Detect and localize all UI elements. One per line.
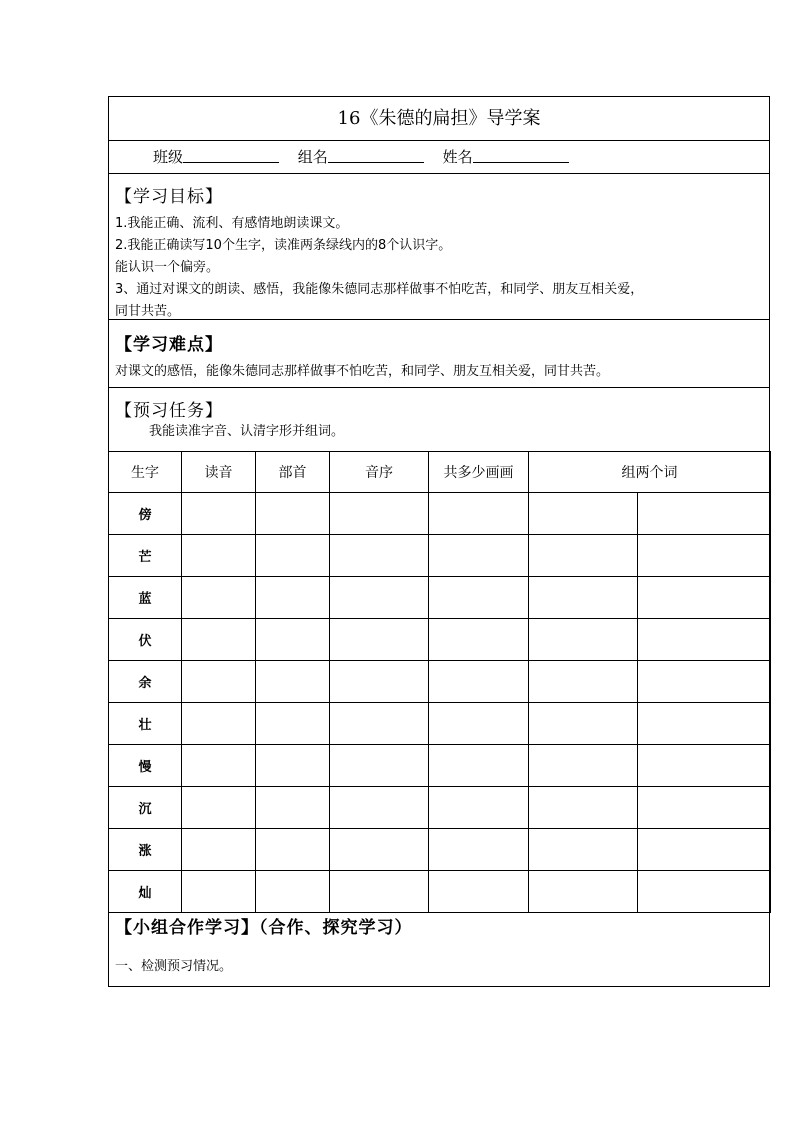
table-row bbox=[109, 745, 771, 787]
character-cell: 沉 bbox=[109, 787, 182, 829]
answer-cell[interactable] bbox=[182, 787, 256, 829]
answer-cell[interactable] bbox=[330, 535, 429, 577]
table-row bbox=[109, 661, 771, 703]
answer-cell[interactable] bbox=[529, 619, 638, 661]
answer-cell[interactable] bbox=[429, 619, 529, 661]
answer-cell[interactable] bbox=[638, 745, 771, 787]
header-cell: 共多少画画 bbox=[429, 452, 529, 493]
answer-cell[interactable] bbox=[330, 787, 429, 829]
answer-cell[interactable] bbox=[638, 619, 771, 661]
answer-cell[interactable] bbox=[429, 829, 529, 871]
student-info-row bbox=[109, 141, 769, 174]
answer-cell[interactable] bbox=[529, 787, 638, 829]
character-table bbox=[108, 451, 771, 913]
answer-cell[interactable] bbox=[256, 577, 330, 619]
table-row bbox=[109, 787, 771, 829]
goal-line: 1.我能正确、流利、有感情地朗读课文。 bbox=[115, 216, 349, 231]
character-cell: 涨 bbox=[109, 829, 182, 871]
answer-cell[interactable] bbox=[638, 577, 771, 619]
character-cell: 伏 bbox=[109, 619, 182, 661]
answer-cell[interactable] bbox=[638, 787, 771, 829]
answer-cell[interactable] bbox=[638, 829, 771, 871]
name-label: 姓名 bbox=[442, 148, 473, 166]
answer-cell[interactable] bbox=[638, 535, 771, 577]
answer-cell[interactable] bbox=[529, 745, 638, 787]
goal-line: 2.我能正确读写10个生字，读准两条绿线内的8个认识字。 bbox=[115, 238, 452, 253]
answer-cell[interactable] bbox=[529, 577, 638, 619]
answer-cell[interactable] bbox=[330, 829, 429, 871]
preview-text: 我能读准字音、认清字形并组词。 bbox=[149, 424, 345, 439]
answer-cell[interactable] bbox=[182, 535, 256, 577]
table-row bbox=[109, 703, 771, 745]
answer-cell[interactable] bbox=[638, 703, 771, 745]
class-label: 班级 bbox=[153, 148, 184, 166]
answer-cell[interactable] bbox=[429, 661, 529, 703]
learning-goals-heading: 【学习目标】 bbox=[115, 187, 223, 207]
header-cell: 生字 bbox=[109, 452, 182, 493]
cooperation-text: 一、检测预习情况。 bbox=[115, 959, 233, 974]
answer-cell[interactable] bbox=[638, 493, 771, 535]
learning-goals-list bbox=[115, 213, 763, 323]
answer-cell[interactable] bbox=[256, 661, 330, 703]
character-cell: 慢 bbox=[109, 745, 182, 787]
table-row bbox=[109, 829, 771, 871]
answer-cell[interactable] bbox=[429, 535, 529, 577]
difficulty-heading: 【学习难点】 bbox=[115, 335, 223, 355]
character-cell: 傍 bbox=[109, 493, 182, 535]
answer-cell[interactable] bbox=[256, 829, 330, 871]
goal-line: 能认识一个偏旁。 bbox=[115, 260, 220, 275]
header-cell: 部首 bbox=[256, 452, 330, 493]
worksheet-frame bbox=[108, 96, 770, 987]
group-label: 组名 bbox=[297, 148, 328, 166]
answer-cell[interactable] bbox=[529, 493, 638, 535]
table-row bbox=[109, 535, 771, 577]
answer-cell[interactable] bbox=[330, 493, 429, 535]
answer-cell[interactable] bbox=[330, 619, 429, 661]
answer-cell[interactable] bbox=[256, 493, 330, 535]
answer-cell[interactable] bbox=[429, 577, 529, 619]
character-cell: 灿 bbox=[109, 871, 182, 913]
answer-cell[interactable] bbox=[256, 787, 330, 829]
character-cell: 壮 bbox=[109, 703, 182, 745]
answer-cell[interactable] bbox=[638, 661, 771, 703]
header-cell: 音序 bbox=[330, 452, 429, 493]
answer-cell[interactable] bbox=[182, 619, 256, 661]
answer-cell[interactable] bbox=[256, 619, 330, 661]
answer-cell[interactable] bbox=[182, 745, 256, 787]
goal-line: 同甘共苦。 bbox=[115, 304, 181, 319]
table-row bbox=[109, 577, 771, 619]
answer-cell[interactable] bbox=[529, 703, 638, 745]
difficulty-section bbox=[109, 320, 769, 388]
answer-cell[interactable] bbox=[182, 829, 256, 871]
table-row bbox=[109, 619, 771, 661]
answer-cell[interactable] bbox=[256, 535, 330, 577]
name-blank[interactable] bbox=[473, 148, 569, 163]
character-cell: 芒 bbox=[109, 535, 182, 577]
table-row bbox=[109, 493, 771, 535]
answer-cell[interactable] bbox=[529, 829, 638, 871]
difficulty-text: 对课文的感悟，能像朱德同志那样做事不怕吃苦，和同学、朋友互相关爱，同甘共苦。 bbox=[115, 364, 610, 379]
page-title: 16《朱德的扁担》导学案 bbox=[109, 97, 769, 141]
class-blank[interactable] bbox=[183, 148, 279, 163]
learning-goals-section bbox=[109, 174, 769, 320]
answer-cell[interactable] bbox=[330, 577, 429, 619]
preview-section bbox=[109, 388, 769, 450]
answer-cell[interactable] bbox=[529, 661, 638, 703]
character-cell: 蓝 bbox=[109, 577, 182, 619]
header-cell: 读音 bbox=[182, 452, 256, 493]
answer-cell[interactable] bbox=[182, 493, 256, 535]
goal-line: 3、通过对课文的朗读、感悟，我能像朱德同志那样做事不怕吃苦，和同学、朋友互相关爱， bbox=[115, 282, 644, 297]
table-header-row bbox=[109, 452, 771, 493]
cooperation-heading: 【小组合作学习】（合作、探究学习） bbox=[115, 918, 413, 938]
answer-cell[interactable] bbox=[330, 703, 429, 745]
answer-cell[interactable] bbox=[182, 703, 256, 745]
answer-cell[interactable] bbox=[256, 745, 330, 787]
answer-cell[interactable] bbox=[256, 703, 330, 745]
answer-cell[interactable] bbox=[330, 661, 429, 703]
answer-cell[interactable] bbox=[182, 577, 256, 619]
answer-cell[interactable] bbox=[429, 493, 529, 535]
cooperation-section bbox=[109, 907, 769, 987]
answer-cell[interactable] bbox=[429, 703, 529, 745]
group-blank[interactable] bbox=[328, 148, 424, 163]
answer-cell[interactable] bbox=[182, 661, 256, 703]
answer-cell[interactable] bbox=[429, 787, 529, 829]
answer-cell[interactable] bbox=[429, 745, 529, 787]
header-cell: 组两个词 bbox=[529, 452, 771, 493]
preview-heading: 【预习任务】 bbox=[115, 401, 223, 421]
character-cell: 余 bbox=[109, 661, 182, 703]
answer-cell[interactable] bbox=[330, 745, 429, 787]
answer-cell[interactable] bbox=[529, 535, 638, 577]
